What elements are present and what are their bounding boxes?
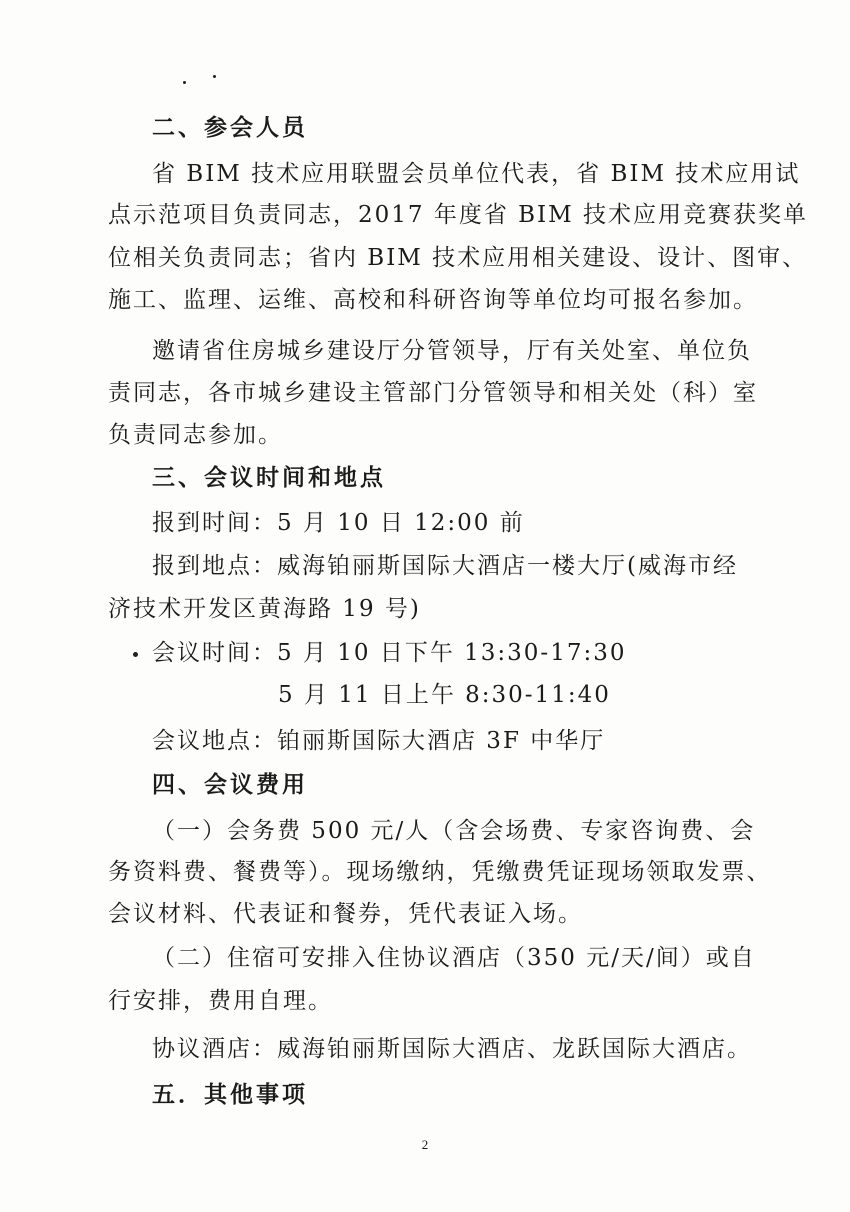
body-line: 会议材料、代表证和餐券，凭代表证入场。 bbox=[108, 901, 583, 927]
meeting-time-day2: 5 月 11 日上午 8:30-11:40 bbox=[278, 682, 611, 708]
body-line: 施工、监理、运维、高校和科研咨询等单位均可报名参加。 bbox=[108, 287, 758, 313]
scan-speck bbox=[133, 652, 138, 657]
body-line: 务资料费、餐费等）。现场缴纳，凭缴费凭证现场领取发票、 bbox=[108, 859, 772, 885]
scan-speck bbox=[183, 81, 186, 84]
body-line: 行安排，费用自理。 bbox=[108, 988, 333, 1014]
body-line: 负责同志参加。 bbox=[108, 422, 283, 448]
registration-time: 报到时间：5 月 10 日 12:00 前 bbox=[152, 510, 525, 536]
agreement-hotels: 协议酒店：威海铂丽斯国际大酒店、龙跃国际大酒店。 bbox=[152, 1036, 752, 1062]
meeting-place: 会议地点：铂丽斯国际大酒店 3F 中华厅 bbox=[152, 728, 606, 754]
registration-place-cont: 济技术开发区黄海路 19 号) bbox=[108, 596, 421, 622]
section-heading-other: 五．其他事项 bbox=[152, 1082, 308, 1108]
scan-speck bbox=[213, 75, 216, 78]
body-line: （一）会务费 500 元/人（含会场费、专家咨询费、会 bbox=[152, 818, 756, 844]
body-line: 邀请省住房城乡建设厅分管领导，厅有关处室、单位负 bbox=[152, 338, 752, 364]
page-number: 2 bbox=[421, 1137, 429, 1152]
body-line: 位相关负责同志；省内 BIM 技术应用相关建设、设计、图审、 bbox=[108, 245, 808, 271]
meeting-time: 会议时间：5 月 10 日下午 13:30-17:30 bbox=[152, 640, 627, 666]
body-line: （二）住宿可安排入住协议酒店（350 元/天/间）或自 bbox=[152, 945, 756, 971]
section-heading-time-place: 三、会议时间和地点 bbox=[152, 465, 386, 491]
section-heading-fees: 四、会议费用 bbox=[152, 772, 308, 798]
body-line: 责同志，各市城乡建设主管部门分管领导和相关处（科）室 bbox=[108, 380, 758, 406]
body-line: 点示范项目负责同志，2017 年度省 BIM 技术应用竞赛获奖单 bbox=[108, 202, 809, 228]
section-heading-attendees: 二、参会人员 bbox=[152, 115, 308, 141]
registration-place: 报到地点：威海铂丽斯国际大酒店一楼大厅(威海市经 bbox=[152, 553, 738, 579]
body-line: 省 BIM 技术应用联盟会员单位代表，省 BIM 技术应用试 bbox=[152, 161, 801, 187]
